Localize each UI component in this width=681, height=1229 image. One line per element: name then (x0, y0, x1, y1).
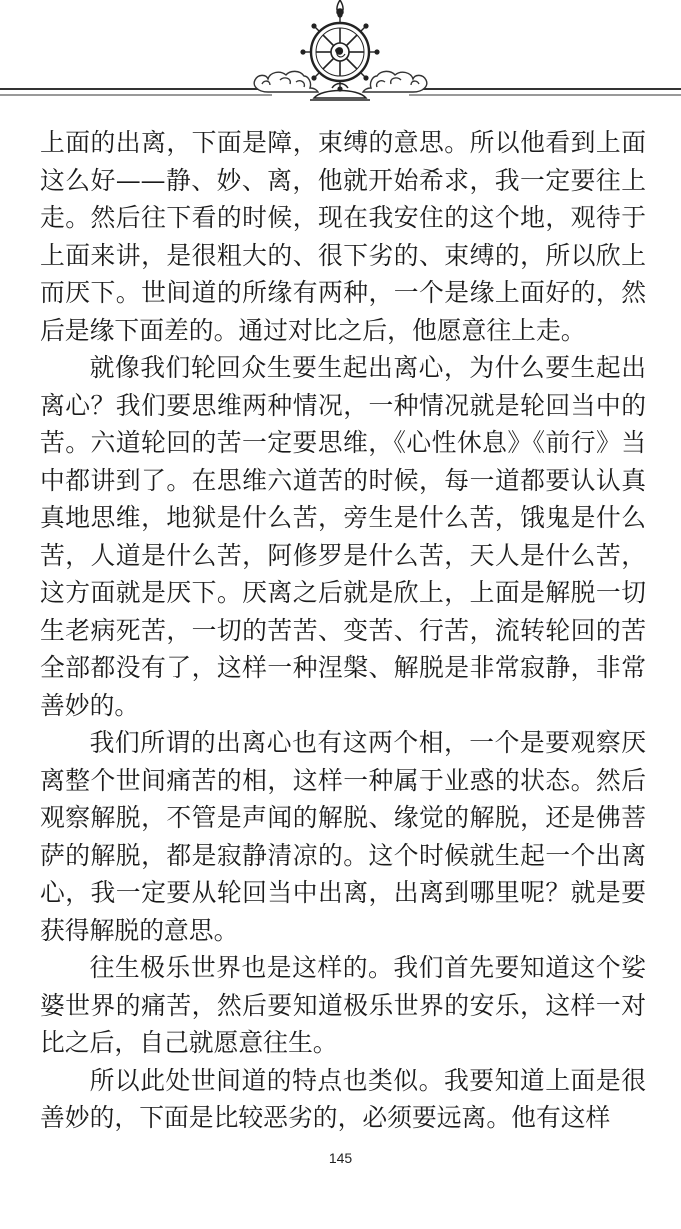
page-number: 145 (328, 1150, 353, 1166)
left-cloud-icon (254, 71, 318, 92)
paragraph-1: 上面的出离，下面是障，束缚的意思。所以他看到上面这么好——静、妙、离，他就开始希求，我一定要往上走。然后往下看的时候，现在我安住的这个地，观待于上面来讲，是很粗大的、很下劣的、束缚的，所以欣上而厌下。世间道的所缘有两种，一个是缘上面好的，然后是缘下面差的。通过对比之后，他愿意往上走。 (40, 128, 646, 345)
header-ornament (0, 0, 681, 112)
paragraph-3: 我们所谓的出离心也有这两个相，一个是要观察厌离整个世间痛苦的相，这样一种属于业惑的状态。然后观察解脱，不管是声闻的解脱、缘觉的解脱，还是佛菩萨的解脱，都是寂静清凉的。这个时候就生起一个出离心，我一定要从轮回当中出离，出离到哪里呢？就是要获得解脱的意思。 (40, 728, 646, 945)
text-body (40, 124, 646, 1137)
dharma-wheel-icon (300, 0, 379, 100)
paragraph-5: 所以此处世间道的特点也类似。我要知道上面是很善妙的，下面是比较恶劣的，必须要远离。他有这样 (40, 1065, 646, 1132)
paragraph-4: 往生极乐世界也是这样的。我们首先要知道这个娑婆世界的痛苦，然后要知道极乐世界的安乐，这样一对比之后，自己就愿意往生。 (40, 953, 646, 1057)
right-cloud-icon (363, 71, 427, 92)
page-header (0, 0, 681, 112)
paragraph-2: 就像我们轮回众生要生起出离心，为什么要生起出离心？我们要思维两种情况，一种情况就是轮回当中的苦。六道轮回的苦一定要思维，《心性休息》《前行》当中都讲到了。在思维六道苦的时候，每一道都要认认真真地思维，地狱是什么苦，旁生是什么苦，饿鬼是什么苦，人道是什么苦，阿修罗是什么苦，天人是什么苦，这方面就是厌下。厌离之后就是欣上，上面是解脱一切生老病死苦，一切的苦苦、变苦、行苦，流转轮回的苦全部都没有了，这样一种涅槃、解脱是非常寂静，非常善妙的。 (40, 353, 646, 720)
